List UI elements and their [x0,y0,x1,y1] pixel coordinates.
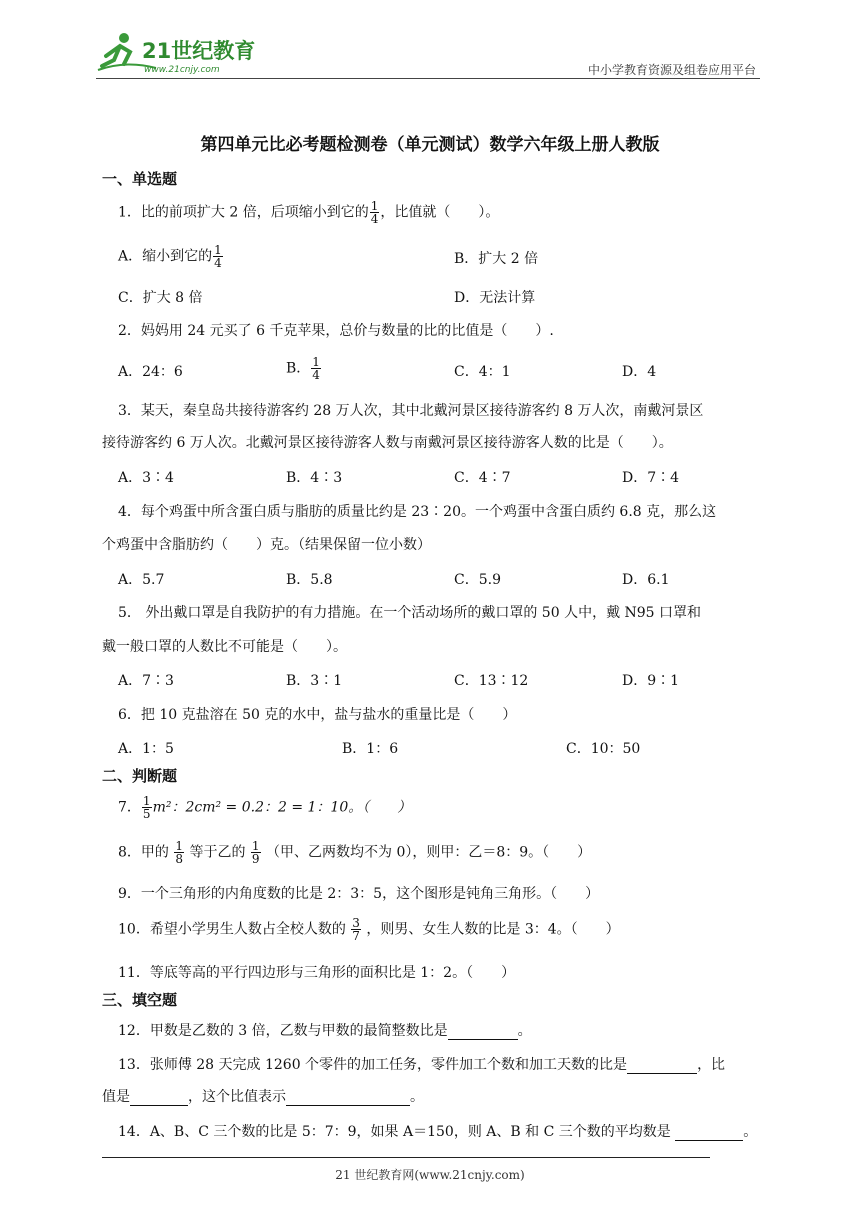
q2-option-c: C．4：1 [454,364,511,380]
section-heading-single-choice: 一、单选题 [102,170,178,188]
question-4-line-1: 4．每个鸡蛋中所含蛋白质与脂肪的质量比约是 23∶20。一个鸡蛋中含蛋白质约 6.8 克，那么这 [118,504,717,520]
q4-option-d: D．6.1 [622,572,670,588]
q6-option-b: B．1：6 [342,741,399,757]
question-5-line-1: 5． 外出戴口罩是自我防护的有力措施。在一个活动场所的戴口罩的 50 人中，戴 N95 口罩和 [118,605,702,621]
footer-divider [102,1157,710,1158]
q3-option-c: C．4∶7 [454,470,511,486]
question-14: 14．A、B、C 三个数的比是 5：7：9，如果 A＝150，则 A、B 和 C 三个数的平均数是 。 [118,1124,758,1140]
q4-option-c: C．5.9 [454,572,501,588]
answer-blank[interactable] [448,1025,518,1040]
question-2: 2．妈妈用 24 元买了 6 千克苹果，总价与数量的比的比值是（ ）. [118,323,554,339]
q1-option-c: C．扩大 8 倍 [118,290,203,306]
q2-option-b: B． $\frac{1}{4}$ [286,355,320,382]
q5-option-c: C．13∶12 [454,673,529,689]
q2-option-a: A．24：6 [118,364,183,380]
q5-option-d: D．9∶1 [622,673,680,689]
question-1: 1．比的前项扩大 2 倍，后项缩小到它的 $\frac{1}{4}$ ，比值就（ ）。 [118,199,500,226]
logo [96,30,266,76]
answer-blank[interactable] [130,1091,188,1106]
question-13-line-2: 值是 ，这个比值表示 。 [102,1089,424,1105]
q1-option-b: B．扩大 2 倍 [454,251,539,267]
question-10: 10．希望小学男生人数占全校人数的 $\frac{3}{7}$ ，则男、女生人数的比是 3：4。（ ） [118,916,620,943]
q3-option-b: B．4∶3 [286,470,343,486]
q5-option-a: A．7∶3 [118,673,174,689]
q1-option-a: A．缩小到它的 $\frac{1}{4}$ [118,243,222,270]
q6-option-a: A．1：5 [118,741,174,757]
q5-option-b: B．3∶1 [286,673,343,689]
page-header [96,30,760,80]
logo-url: www.21cnjy.com [144,65,220,75]
q3-option-a: A．3∶4 [118,470,174,486]
question-7: 7． $\frac{1}{5}$ m²：2cm² = 0.2：2 = 1：10。（ ） [118,794,412,821]
question-4-line-2: 个鸡蛋中含脂肪约（ ）克。（结果保留一位小数） [102,537,431,553]
answer-blank[interactable] [675,1126,743,1141]
logo-text: 21世纪教育 [142,39,256,63]
section-heading-fill-in: 三、填空题 [102,991,178,1009]
q3-option-d: D．7∶4 [622,470,680,486]
question-9: 9．一个三角形的内角度数的比是 2：3：5，这个图形是钝角三角形。（ ） [118,886,600,902]
site-tagline: 中小学教育资源及组卷应用平台 [587,63,756,77]
footer-text: 21 世纪教育网(www.21cnjy.com) [335,1168,525,1182]
q2-option-d: D．4 [622,364,657,380]
header-divider [96,78,760,79]
question-11: 11．等底等高的平行四边形与三角形的面积比是 1：2。（ ） [118,965,516,981]
answer-blank[interactable] [627,1059,697,1074]
q4-option-b: B．5.8 [286,572,333,588]
question-8: 8．甲的 $\frac{1}{8}$ 等于乙的 $\frac{1}{9}$ （甲、乙两数均不为 0），则甲：乙＝8：9。（ ） [118,839,592,866]
question-3-line-2: 接待游客约 6 万人次。北戴河景区接待游客人数与南戴河景区接待游客人数的比是（ ）。 [102,435,673,451]
question-5-line-2: 戴一般口罩的人数比不可能是（ ）。 [102,639,347,655]
q1-option-d: D．无法计算 [454,290,536,306]
q4-option-a: A．5.7 [118,572,165,588]
question-13-line-1: 13．张师傅 28 天完成 1260 个零件的加工任务，零件加工个数和加工天数的比是 ，比 [118,1057,726,1073]
question-3-line-1: 3．某天，秦皇岛共接待游客约 28 万人次，其中北戴河景区接待游客约 8 万人次，南戴河景区 [118,403,704,419]
page-title: 第四单元比必考题检测卷（单元测试）数学六年级上册人教版 [200,135,660,155]
section-heading-true-false: 二、判断题 [102,767,178,785]
question-6: 6．把 10 克盐溶在 50 克的水中，盐与盐水的重量比是（ ） [118,707,517,723]
answer-blank[interactable] [286,1091,410,1106]
q6-option-c: C．10：50 [566,741,641,757]
fraction: $\frac{1}{4}$ [370,199,379,226]
question-12: 12．甲数是乙数的 3 倍，乙数与甲数的最简整数比是 。 [118,1023,532,1039]
